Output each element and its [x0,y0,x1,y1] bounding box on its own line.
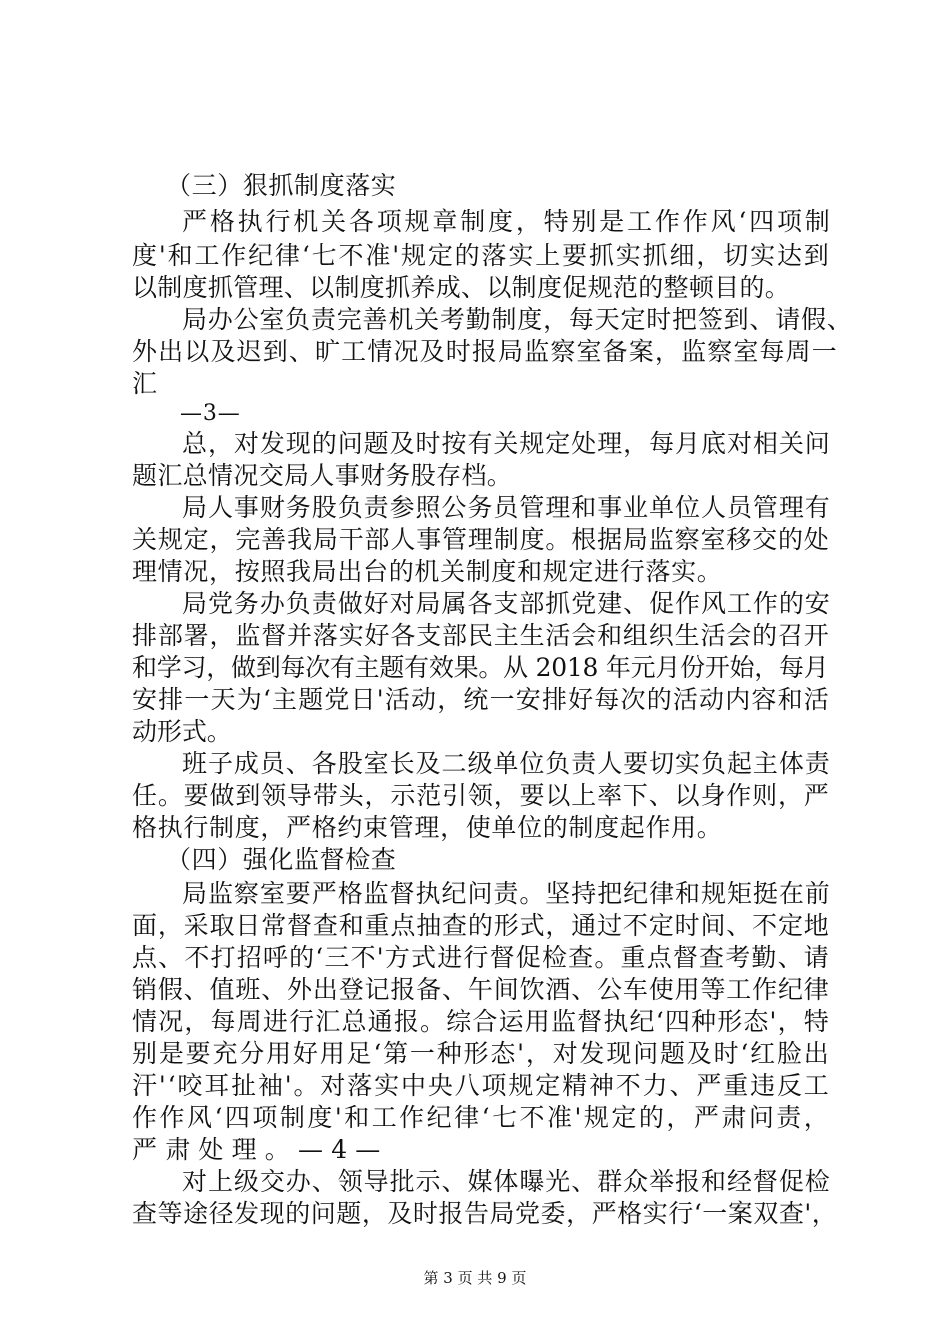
paragraph-line: 以制度抓管理、以制度抓养成、以制度促规范的整顿目的。 [132,273,791,302]
paragraph-line: 度'和工作纪律‘七不准'规定的落实上要抓实抓细，切实达到 [132,241,831,270]
paragraph-line: 和学习，做到每次有主题有效果。从 2018 年元月份开始，每月 [132,653,829,682]
paragraph-line: 别是要充分用好用足‘第一种形态'，对发现问题及时‘红脸出 [132,1039,831,1068]
paragraph-line: 局党务办负责做好对局属各支部抓党建、促作风工作的安 [182,589,831,618]
paragraph-line: 销假、值班、外出登记报备、午间饮酒、公车使用等工作纪律 [132,975,830,1004]
paragraph-line: 班子成员、各股室长及二级单位负责人要切实负起主体责 [182,749,831,778]
section-heading: （三）狠抓制度落实 [166,171,397,200]
paragraph-line: 面，采取日常督查和重点抽查的形式，通过不定时间、不定地 [132,911,830,940]
paragraph-line: 关规定，完善我局干部人事管理制度。根据局监察室移交的处 [132,525,830,554]
paragraph-line: 总，对发现的问题及时按有关规定处理，每月底对相关问 [182,429,831,458]
paragraph-line: 查等途径发现的问题，及时报告局党委，严格实行‘一案双查'， [132,1199,838,1228]
paragraph-line: 题汇总情况交局人事财务股存档。 [132,461,513,490]
section-heading: （四）强化监督检查 [166,845,397,874]
paragraph-line: 对上级交办、领导批示、媒体曝光、群众举报和经督促检 [182,1167,831,1196]
paragraph-line: 局人事财务股负责参照公务员管理和事业单位人员管理有 [182,493,831,522]
paragraph-line: 汗'‘咬耳扯袖'。对落实中央八项规定精神不力、严重违反工 [132,1071,831,1100]
paragraph-line: 点、不打招呼的‘三不'方式进行督促检查。重点督查考勤、请 [132,943,830,972]
paragraph-line: 作作风‘四项制度'和工作纪律‘七不准'规定的，严肃问责， [132,1103,832,1132]
paragraph-line: 理情况，按照我局出台的机关制度和规定进行落实。 [132,557,723,586]
page-footer: 第 3 页 共 9 页 [423,1269,527,1287]
paragraph-line: 局办公室负责完善机关考勤制度，每天定时把签到、请假、 [182,305,853,334]
paragraph-line: 情况，每周进行汇总通报。综合运用监督执纪‘四种形态'，特 [132,1007,830,1036]
paragraph-line: 严格执行机关各项规章制度，特别是工作作风‘四项制 [182,207,833,236]
paragraph-line: 动形式。 [132,717,232,746]
paragraph-line: 严肃处理。—4— [132,1135,389,1164]
paragraph-line: 外出以及迟到、旷工情况及时报局监察室备案，监察室每周一 [132,337,838,366]
page-number-marker: —3— [180,401,241,426]
paragraph-line: 排部署，监督并落实好各支部民主生活会和组织生活会的召开 [132,621,830,650]
paragraph-line: 局监察室要严格监督执纪问责。坚持把纪律和规矩挺在前 [182,879,831,908]
paragraph-line: 任。要做到领导带头，示范引领，要以上率下、以身作则，严 [132,781,830,810]
paragraph-line: 安排一天为‘主题党日'活动，统一安排好每次的活动内容和活 [132,685,830,714]
paragraph-line: 格执行制度，严格约束管理，使单位的制度起作用。 [132,813,723,842]
paragraph-line: 汇 [132,369,158,398]
